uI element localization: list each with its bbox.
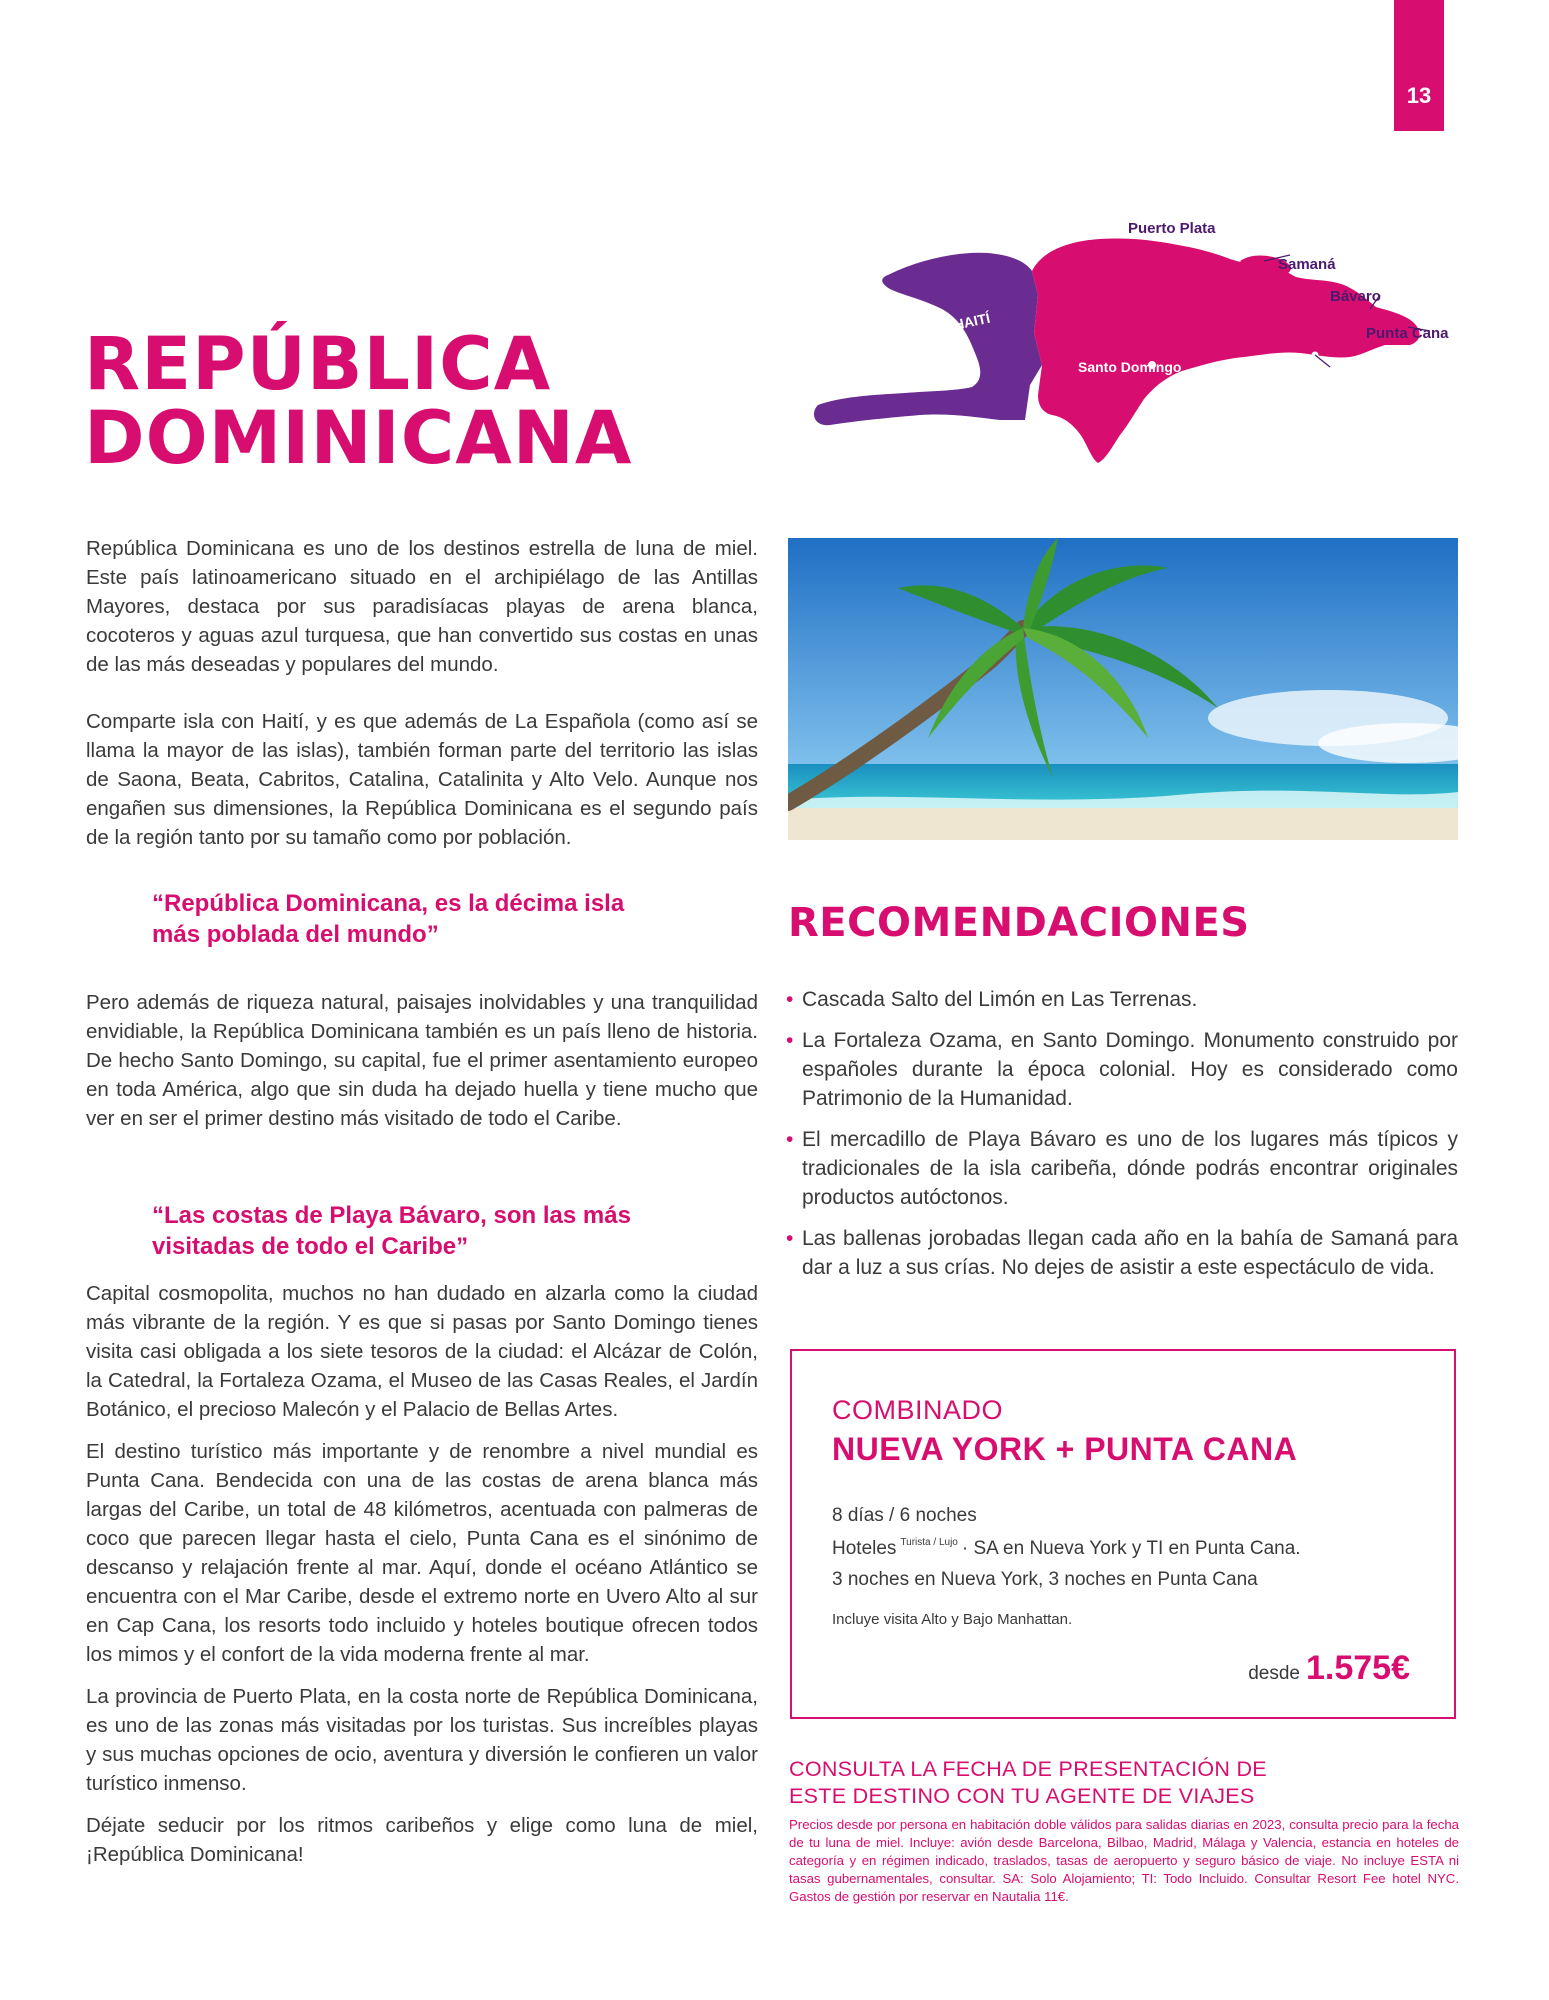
island-map	[810, 215, 1470, 480]
offer-price: 1.575€	[1306, 1649, 1410, 1687]
quote-1-line-1: “República Dominicana, es la décima isla	[152, 890, 625, 917]
page-title	[84, 322, 633, 481]
quote-2-line-2: visitadas de todo el Caribe”	[152, 1233, 469, 1260]
leader-la-romana	[1315, 355, 1330, 367]
consulta-notice	[789, 1756, 1349, 1810]
offer-hotels-category: Turista / Lujo	[900, 1537, 958, 1548]
offer-hotels-label: Hoteles	[832, 1538, 897, 1559]
recommendations-title: RECOMENDACIONES	[788, 900, 1250, 946]
recommendations-list	[786, 985, 1458, 1294]
consulta-line-1: CONSULTA LA FECHA DE PRESENTACIÓN DE	[789, 1757, 1267, 1781]
recommendation-text: La Fortaleza Ozama, en Santo Domingo. Monumento construido por españoles durante la época colonial. Hoy es considerado como Patrimonio de la Humanidad.	[802, 1029, 1458, 1110]
pull-quote-1	[152, 888, 712, 950]
fine-print: Precios desde por persona en habitación doble válidos para salidas diarias en 2023, consulta precio para la fecha de tu luna de miel. Incluye: avión desde Barcelona, Bilbao, Madrid, Málaga y Valencia, estancia en hoteles de categoría y en régimen indicado, traslados, tasas de aeropuerto y seguro básico de viaje. No incluye ESTA ni tasas gubernamentales, consultar. SA: Solo Alojamiento; TI: Todo Incluido. Consultar Resort Fee hotel NYC. Gastos de gestión por reservar en Nautalia 11€.	[789, 1817, 1459, 1904]
body-section	[86, 1279, 758, 1869]
bullet-icon: •	[786, 988, 794, 1011]
offer-hotels	[832, 1537, 1301, 1560]
label-puerto-plata: Puerto Plata	[1128, 220, 1216, 237]
sand	[788, 808, 1458, 840]
dominicana-region	[1032, 238, 1420, 463]
body-paragraph-2: El destino turístico más importante y de renombre a nivel mundial es Punta Cana. Bendecida con una de las costas de arena blanca más largas del Caribe, un total de 48 kilómetros, acentuada con palmeras de coco que parecen llegar hasta el cielo, Punta Cana es el sinónimo de descanso y relajación frente al mar. Aquí, donde el océano Atlántico se encuentra con el Mar Caribe, desde el extremo norte en Uvero Alto al sur en Cap Cana, los resorts todo incluido y hoteles boutique ofrecen todos los mimos y el confort de la vida moderna frente al mar.	[86, 1440, 758, 1666]
beach-illustration	[788, 538, 1458, 840]
bullet-icon: •	[786, 1227, 794, 1250]
label-samana: Samaná	[1278, 256, 1336, 273]
offer-includes: Incluye visita Alto y Bajo Manhattan.	[832, 1611, 1073, 1628]
recommendation-text: Cascada Salto del Limón en Las Terrenas.	[802, 988, 1198, 1011]
offer-kicker: COMBINADO	[832, 1395, 1004, 1425]
bullet-icon: •	[786, 1029, 794, 1052]
quote-2-line-1: “Las costas de Playa Bávaro, son las más	[152, 1202, 631, 1229]
label-la-romana: La Romana	[1238, 355, 1314, 371]
intro-paragraph-1: República Dominicana es uno de los destinos estrella de luna de miel. Este país latinoamericano situado en el archipiélago de las Antillas Mayores, destaca por sus paradisíacas playas de arena blanca, cocoteros y aguas azul turquesa, que han convertido sus costas en unas de las más deseadas y populares del mundo.	[86, 537, 758, 676]
label-bavaro: Bávaro	[1330, 288, 1381, 305]
offer-nights: 3 noches en Nueva York, 3 noches en Punta Cana	[832, 1569, 1258, 1590]
consulta-line-2: ESTE DESTINO CON TU AGENTE DE VIAJES	[789, 1784, 1255, 1808]
page-number-tab	[1394, 0, 1444, 131]
label-haiti: HAITÍ	[952, 309, 992, 333]
title-line-1: REPÚBLICA	[84, 322, 552, 407]
history-section	[86, 988, 758, 1133]
intro-section	[86, 534, 758, 852]
recommendation-text: El mercadillo de Playa Bávaro es uno de los lugares más típicos y tradicionales de la isla caribeña, dónde podrás encontrar originales productos autóctonos.	[802, 1128, 1458, 1209]
beach-photo	[788, 538, 1458, 840]
label-punta-cana: Punta Cana	[1366, 325, 1449, 342]
body-paragraph-1: Capital cosmopolita, muchos no han dudado en alzarla como la ciudad más vibrante de la región. Y es que si pasas por Santo Domingo tienes visita casi obligada a los siete tesoros de la ciudad: el Alcázar de Colón, la Catedral, la Fortaleza Ozama, el Museo de las Casas Reales, el Jardín Botánico, el precioso Malecón y el Palacio de Bellas Artes.	[86, 1282, 758, 1421]
recommendation-item	[786, 985, 1458, 1014]
body-paragraph-3: La provincia de Puerto Plata, en la costa norte de República Dominicana, es uno de las zonas más visitadas por los turistas. Sus increíbles playas y sus muchas opciones de ocio, aventura y diversión le confieren un valor turístico inmenso.	[86, 1685, 758, 1795]
offer-name: NUEVA YORK + PUNTA CANA	[832, 1431, 1298, 1467]
recommendation-item	[786, 1026, 1458, 1113]
history-paragraph: Pero además de riqueza natural, paisajes inolvidables y una tranquilidad envidiable, la República Dominicana también es un país lleno de historia. De hecho Santo Domingo, su capital, fue el primer asentamiento europeo en toda América, algo que sin duda ha dejado huella y tiene mucho que ver en ser el primer destino más visitado de todo el Caribe.	[86, 991, 758, 1130]
intro-paragraph-2: Comparte isla con Haití, y es que además de La Española (como así se llama la mayor de las islas), también forman parte del territorio las islas de Saona, Beata, Cabritos, Catalina, Catalinita y Alto Velo. Aunque nos engañen sus dimensiones, la República Dominicana es el segundo país de la región tanto por su tamaño como por población.	[86, 710, 758, 849]
pull-quote-2	[152, 1200, 712, 1262]
offer-box	[790, 1349, 1456, 1719]
offer-hotels-detail: · SA en Nueva York y TI en Punta Cana.	[961, 1538, 1301, 1559]
bullet-icon: •	[786, 1128, 794, 1151]
offer-price-block	[1248, 1649, 1410, 1688]
page-number: 13	[1406, 83, 1432, 108]
offer-duration: 8 días / 6 noches	[832, 1505, 977, 1526]
recommendation-item	[786, 1224, 1458, 1282]
offer-price-prefix: desde	[1248, 1663, 1300, 1684]
recommendation-text: Las ballenas jorobadas llegan cada año en la bahía de Samaná para dar a luz a sus crías. No dejes de asistir a este espectáculo de vida.	[802, 1227, 1458, 1279]
body-paragraph-4: Déjate seducir por los ritmos caribeños y elige como luna de miel, ¡República Dominicana!	[86, 1814, 758, 1866]
title-line-2: DOMINICANA	[84, 396, 633, 481]
recommendation-item	[786, 1125, 1458, 1212]
haiti-region	[814, 253, 1042, 425]
quote-1-line-2: más poblada del mundo”	[152, 921, 439, 948]
label-santo-domingo: Santo Domingo	[1078, 359, 1182, 375]
